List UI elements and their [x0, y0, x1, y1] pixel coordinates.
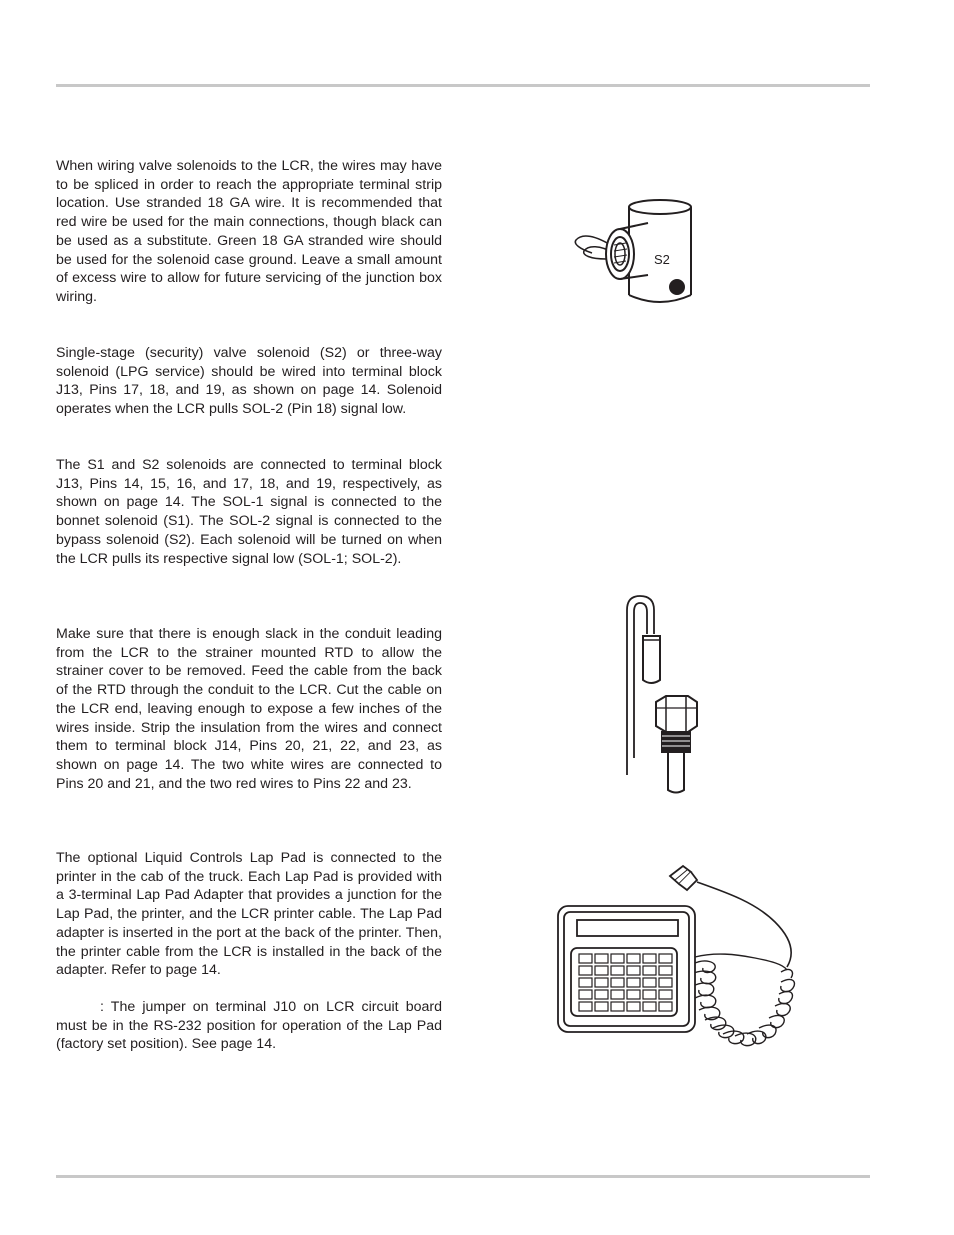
header-rule — [56, 84, 870, 87]
note-jumper: : The jumper on terminal J10 on LCR circuit board must be in the RS-232 position for operation of the Lap Pad (factory set position). See page 14. — [56, 999, 442, 1053]
footer-rule — [56, 1175, 870, 1178]
lap-pad-illustration — [555, 862, 810, 1062]
paragraph-lap-pad: The optional Liquid Controls Lap Pad is connected to the printer in the cab of the truck. Each Lap Pad is provided with a 3-terminal Lap Pad Adapter that provides a junction for the Lap Pad, the printer, and the LCR printer cable. The Lap Pad adapter is inserted in the port at the back of the printer. Then, the printer cable from the LCR is installed in the back of the adapter. Refer to page 14. — [56, 850, 442, 979]
paragraph-s1-s2-solenoids: The S1 and S2 solenoids are connected to terminal block J13, Pins 14, 15, 16, and 17, 18, and 19, respectively, as shown on page 14. The SOL-1 signal is connected to the bonnet solenoid (S1). The SOL-2 signal is connected to the bypass solenoid (S2). Each solenoid will be turned on when the LCR pulls its respective signal low (SOL-1; SOL-2). — [56, 457, 442, 567]
rtd-probe-illustration — [618, 590, 708, 800]
paragraph-single-stage-solenoid: Single-stage (security) valve solenoid (S2) or three-way solenoid (LPG service) should be wired into terminal block J13, Pins 17, 18, and 19, as shown on page 14. Solenoid operates when the LCR pulls SOL-2 (Pin 18) signal low. — [56, 345, 442, 418]
solenoid-label: S2 — [654, 252, 670, 267]
solenoid-valve-illustration — [570, 195, 700, 310]
paragraph-rtd-wiring: Make sure that there is enough slack in the conduit leading from the LCR to the strainer mounted RTD to allow the strainer cover to be removed. Feed the cable from the back of the RTD through the conduit to the LCR. Cut the cable on the LCR end, leaving enough to expose a few inches of the wires inside. Strip the insulation from the wires and connect them to terminal block J14, Pins 20, 21, 22, and 23, as shown on page 14. The two white wires are connected to Pins 20 and 21, and the two red wires to Pins 22 and 23. — [56, 626, 442, 792]
paragraph-solenoid-wiring: When wiring valve solenoids to the LCR, the wires may have to be spliced in order to reach the appropriate terminal strip location. Use stranded 18 GA wire. It is recommended that red wire be used for the main connections, though black can be used as a substitute. Green 18 GA stranded wire should be used for the solenoid case ground. Leave a small amount of excess wire to allow for future servicing of the junction box wiring. — [56, 158, 442, 305]
